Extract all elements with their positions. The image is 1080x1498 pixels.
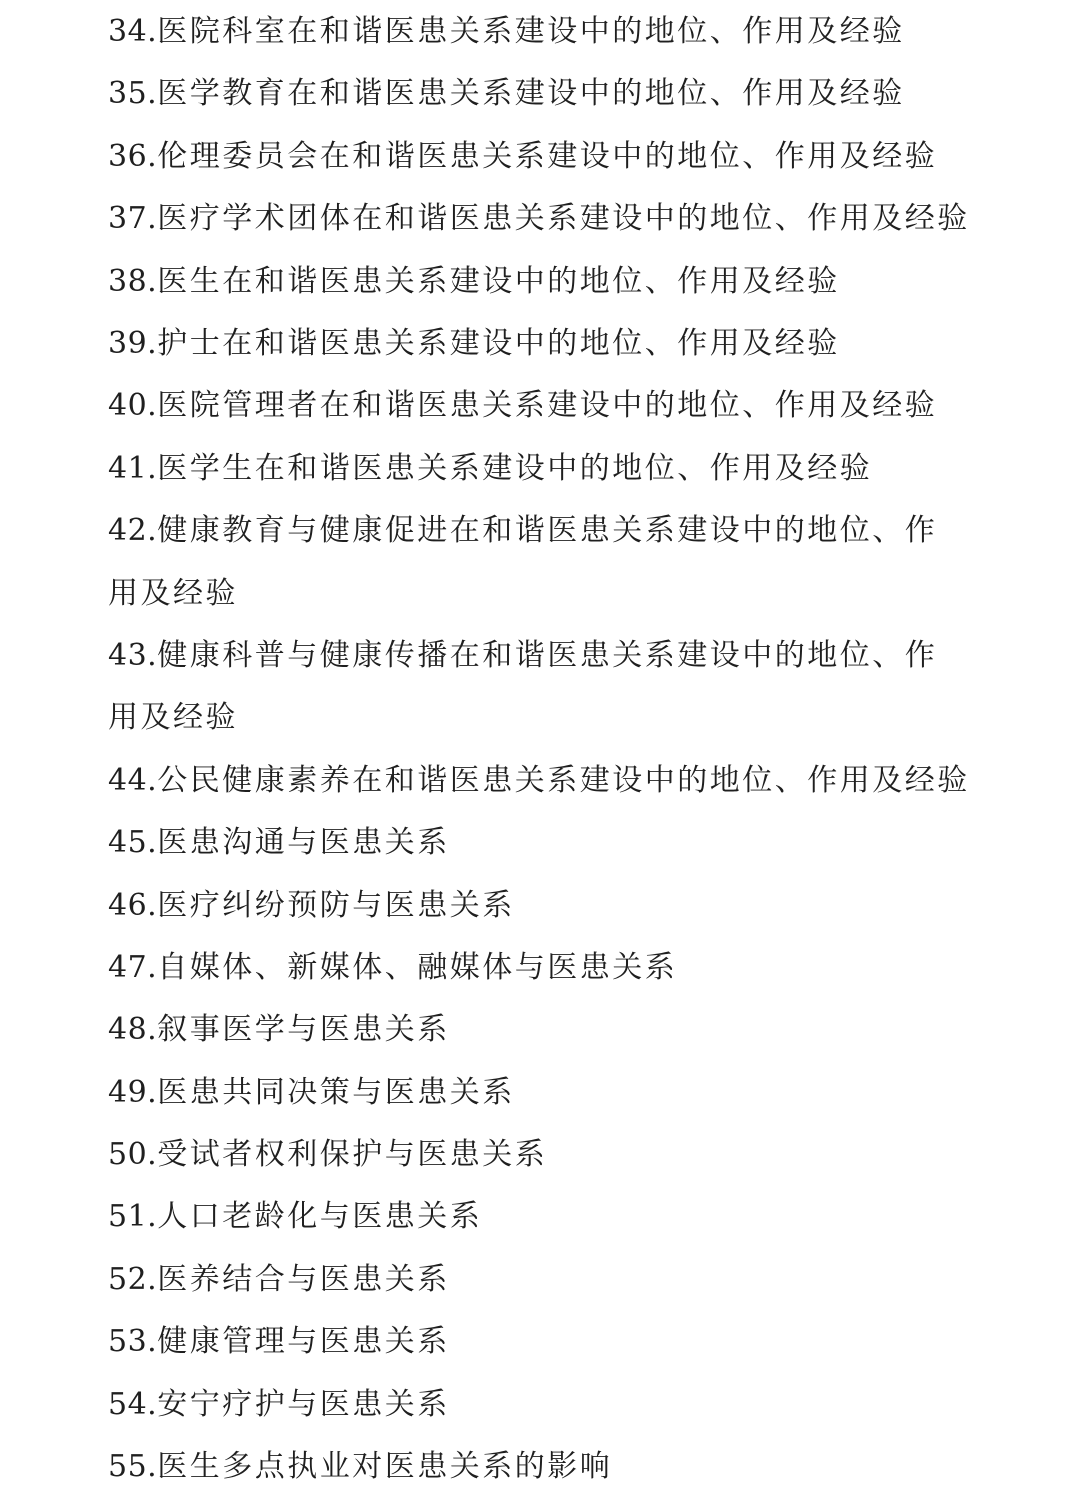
item-number: 42.	[108, 513, 158, 549]
item-text: 医院管理者在和谐医患关系建设中的地位、作用及经验	[157, 388, 938, 424]
topic-list	[108, 1, 968, 1498]
item-number: 35.	[108, 76, 158, 112]
list-item	[108, 1311, 968, 1373]
item-text: 医患沟通与医患关系	[157, 825, 450, 861]
list-item	[108, 1124, 968, 1186]
item-number: 48.	[108, 1012, 158, 1048]
list-item	[108, 875, 968, 937]
item-number: 46.	[108, 887, 158, 923]
item-text: 受试者权利保护与医患关系	[157, 1137, 548, 1173]
item-number: 36.	[108, 138, 158, 174]
list-item	[108, 1374, 968, 1436]
item-number: 45.	[108, 825, 158, 861]
item-number: 54.	[108, 1386, 158, 1422]
item-text: 医学生在和谐医患关系建设中的地位、作用及经验	[157, 450, 873, 486]
item-number: 38.	[108, 263, 158, 299]
list-item	[108, 812, 968, 874]
item-text: 医疗纠纷预防与医患关系	[157, 887, 515, 923]
item-number: 43.	[108, 637, 158, 673]
list-item	[108, 251, 968, 313]
item-text: 医养结合与医患关系	[157, 1261, 450, 1297]
item-number: 47.	[108, 949, 158, 985]
item-number: 53.	[108, 1324, 158, 1360]
list-item	[108, 1186, 968, 1248]
item-text: 健康教育与健康促进在和谐医患关系建设中的地位、作用及经验	[108, 513, 938, 611]
item-text: 医生在和谐医患关系建设中的地位、作用及经验	[157, 263, 840, 299]
list-item	[108, 750, 968, 812]
item-text: 医疗学术团体在和谐医患关系建设中的地位、作用及经验	[157, 201, 970, 237]
item-text: 安宁疗护与医患关系	[157, 1386, 450, 1422]
item-number: 51.	[108, 1199, 158, 1235]
item-text: 公民健康素养在和谐医患关系建设中的地位、作用及经验	[157, 762, 970, 798]
list-item	[108, 126, 968, 188]
item-text: 自媒体、新媒体、融媒体与医患关系	[157, 949, 678, 985]
list-item	[108, 438, 968, 500]
item-number: 39.	[108, 325, 158, 361]
item-number: 55.	[108, 1449, 158, 1485]
list-item	[108, 500, 958, 625]
list-item	[108, 1, 968, 63]
item-text: 医院科室在和谐医患关系建设中的地位、作用及经验	[157, 14, 905, 49]
item-text: 医患共同决策与医患关系	[157, 1074, 515, 1110]
list-item	[108, 375, 968, 437]
list-item	[108, 1436, 968, 1498]
list-item	[108, 1249, 968, 1311]
item-number: 41.	[108, 450, 158, 486]
list-item	[108, 625, 958, 750]
item-text: 医学教育在和谐医患关系建设中的地位、作用及经验	[157, 76, 905, 112]
item-number: 44.	[108, 762, 158, 798]
item-text: 医生多点执业对医患关系的影响	[157, 1449, 613, 1485]
item-number: 49.	[108, 1074, 158, 1110]
item-text: 护士在和谐医患关系建设中的地位、作用及经验	[157, 325, 840, 361]
list-item	[108, 188, 968, 250]
list-item	[108, 313, 968, 375]
item-number: 40.	[108, 388, 158, 424]
list-item	[108, 999, 968, 1061]
item-text: 健康管理与医患关系	[157, 1324, 450, 1360]
list-item	[108, 63, 968, 125]
item-text: 叙事医学与医患关系	[157, 1012, 450, 1048]
item-number: 34.	[108, 14, 158, 49]
list-item	[108, 1062, 968, 1124]
item-text: 人口老龄化与医患关系	[157, 1199, 483, 1235]
list-item	[108, 937, 968, 999]
item-number: 52.	[108, 1261, 158, 1297]
item-text: 伦理委员会在和谐医患关系建设中的地位、作用及经验	[157, 138, 938, 174]
item-number: 37.	[108, 201, 158, 237]
item-number: 50.	[108, 1137, 158, 1173]
item-text: 健康科普与健康传播在和谐医患关系建设中的地位、作用及经验	[108, 637, 938, 736]
